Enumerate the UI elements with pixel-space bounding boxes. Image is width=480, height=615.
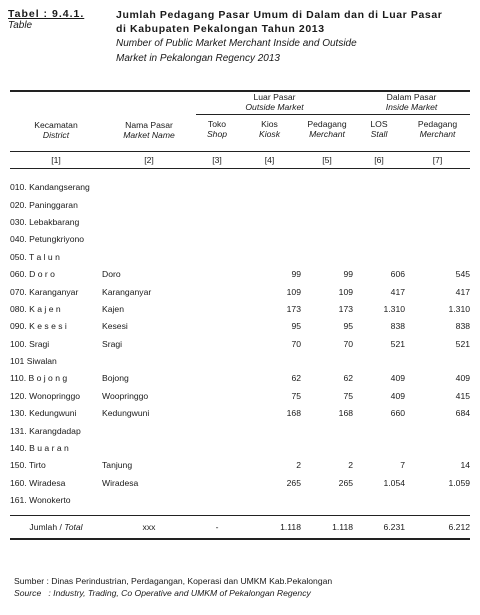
source-note bbox=[14, 575, 474, 599]
merchant-outside-cell: 2 bbox=[348, 460, 354, 471]
table-title-en-line1: Number of Public Market Merchant Inside and Outside bbox=[116, 38, 357, 49]
table-row bbox=[10, 248, 470, 265]
merchant-inside-cell: 14 bbox=[460, 460, 471, 471]
merchant-inside-cell bbox=[405, 352, 470, 369]
merchant-inside-cell bbox=[405, 179, 470, 196]
inside-market-group bbox=[353, 91, 470, 115]
kiosk-cell bbox=[238, 179, 301, 196]
market-name-cell: Bojong bbox=[102, 373, 129, 384]
shop-cell bbox=[196, 213, 238, 230]
stall-cell bbox=[353, 352, 405, 369]
total-merchant-inside: 6.212 bbox=[448, 521, 471, 532]
market-name-cell bbox=[102, 248, 196, 265]
market-name-cell: Kedungwuni bbox=[102, 408, 150, 419]
market-name-cell bbox=[102, 179, 196, 196]
merchant-inside-cell: 1.310 bbox=[448, 303, 471, 314]
shop-cell bbox=[196, 300, 238, 317]
table-row bbox=[10, 457, 470, 474]
district-cell: 050. T a l u n bbox=[10, 251, 60, 262]
shop-cell bbox=[196, 439, 238, 456]
table-row bbox=[10, 439, 470, 456]
stall-cell: 7 bbox=[400, 460, 406, 471]
stall-cell: 409 bbox=[390, 373, 406, 384]
shop-cell bbox=[196, 492, 238, 509]
kiosk-cell bbox=[238, 492, 301, 509]
merchant-outside-cell bbox=[301, 179, 353, 196]
pedagang-outside-label: Pedagang bbox=[307, 119, 347, 129]
stall-cell bbox=[353, 213, 405, 230]
district-cell: 101 Siwalan bbox=[10, 356, 57, 367]
district-cell: 070. Karanganyar bbox=[10, 286, 79, 297]
shop-cell bbox=[196, 370, 238, 387]
total-shop: - bbox=[215, 521, 219, 532]
merchant-outside-cell: 62 bbox=[343, 373, 354, 384]
shop-cell bbox=[196, 179, 238, 196]
merchant-inside-cell bbox=[405, 196, 470, 213]
market-name-cell: Karanganyar bbox=[102, 286, 152, 297]
table-title-id-line2: di Kabupaten Pekalongan Tahun 2013 bbox=[116, 23, 325, 35]
district-cell: 161. Wonokerto bbox=[10, 495, 71, 506]
column-number: [3] bbox=[212, 154, 222, 165]
total-label-en: Total bbox=[64, 521, 83, 532]
shop-cell bbox=[196, 387, 238, 404]
market-name-cell bbox=[102, 352, 196, 369]
merchant-outside-cell bbox=[301, 352, 353, 369]
stall-cell: 521 bbox=[390, 338, 406, 349]
table-row bbox=[10, 387, 470, 404]
table-title-block bbox=[116, 8, 442, 66]
kiosk-cell bbox=[238, 248, 301, 265]
merchant-inside-cell: 838 bbox=[455, 321, 471, 332]
merchant-outside-label: Merchant bbox=[309, 129, 345, 139]
merchant-outside-cell: 95 bbox=[343, 321, 354, 332]
source-en bbox=[14, 587, 474, 599]
los-label: LOS bbox=[370, 119, 388, 129]
kios-label: Kios bbox=[261, 119, 278, 129]
merchant-outside-cell bbox=[301, 439, 353, 456]
kiosk-cell: 265 bbox=[286, 477, 301, 488]
table-row bbox=[10, 335, 470, 352]
stall-cell: 838 bbox=[390, 321, 406, 332]
merchant-outside-cell bbox=[301, 422, 353, 439]
shop-header bbox=[196, 115, 238, 152]
stall-cell bbox=[353, 439, 405, 456]
table-label: Tabel : 9.4.1. bbox=[8, 8, 85, 20]
stall-cell: 1.310 bbox=[383, 303, 406, 314]
merchant-inside-cell: 545 bbox=[455, 269, 471, 280]
kecamatan-label: Kecamatan bbox=[34, 119, 78, 130]
shop-cell bbox=[196, 335, 238, 352]
merchant-outside-cell: 168 bbox=[338, 408, 354, 419]
kiosk-cell bbox=[238, 439, 301, 456]
table-row bbox=[10, 283, 470, 300]
merchant-inside-cell: 1.059 bbox=[448, 477, 471, 488]
column-number-row bbox=[10, 151, 470, 168]
merchant-outside-header bbox=[301, 115, 353, 152]
merchant-outside-cell: 70 bbox=[343, 338, 354, 349]
shop-cell bbox=[196, 248, 238, 265]
table-row bbox=[10, 265, 470, 282]
table-row bbox=[10, 213, 470, 230]
column-number: [6] bbox=[374, 154, 384, 165]
table-label-en: Table bbox=[8, 20, 33, 31]
stall-cell bbox=[353, 492, 405, 509]
kiosk-cell: 99 bbox=[291, 269, 301, 280]
data-rows bbox=[10, 179, 470, 509]
column-number: [4] bbox=[264, 154, 275, 165]
kiosk-cell bbox=[238, 196, 301, 213]
market-name-label: Market Name bbox=[123, 129, 175, 140]
kiosk-cell bbox=[238, 213, 301, 230]
column-number: [7] bbox=[432, 154, 443, 165]
district-cell: 120. Wonopringgo bbox=[10, 390, 81, 401]
source-id-label: Sumber bbox=[14, 576, 45, 586]
district-cell: 110. B o j o n g bbox=[10, 373, 68, 384]
column-number: [5] bbox=[322, 154, 332, 165]
district-label: District bbox=[42, 129, 70, 140]
district-cell: 090. K e s e s i bbox=[10, 321, 67, 332]
merchant-outside-cell bbox=[301, 196, 353, 213]
district-cell: 030. Lebakbarang bbox=[10, 216, 80, 227]
total-merchant-outside: 1.118 bbox=[332, 521, 354, 532]
merchant-inside-cell bbox=[405, 248, 470, 265]
column-number: [2] bbox=[144, 154, 154, 165]
merchant-inside-cell bbox=[405, 492, 470, 509]
shop-cell bbox=[196, 405, 238, 422]
table-row bbox=[10, 370, 470, 387]
table-row bbox=[10, 231, 470, 248]
shop-cell bbox=[196, 474, 238, 491]
district-cell: 160. Wiradesa bbox=[10, 477, 66, 488]
merchant-inside-cell bbox=[405, 422, 470, 439]
stall-header bbox=[353, 115, 405, 152]
merchant-inside-cell: 409 bbox=[455, 373, 471, 384]
merchant-inside-cell bbox=[405, 213, 470, 230]
stall-cell bbox=[353, 196, 405, 213]
total-market-name: xxx bbox=[142, 521, 156, 532]
market-name-cell: Tanjung bbox=[102, 460, 133, 471]
market-name-cell: Woopringgo bbox=[102, 390, 149, 401]
source-en-text: : Industry, Trading, Co Operative and UMKM of Pekalongan Regency bbox=[48, 588, 311, 598]
district-cell: 060. D o r o bbox=[10, 269, 55, 280]
merchant-outside-cell bbox=[301, 492, 353, 509]
kiosk-cell: 62 bbox=[291, 373, 301, 384]
merchant-outside-cell: 173 bbox=[338, 303, 354, 314]
stall-label: Stall bbox=[370, 129, 388, 139]
source-id bbox=[14, 575, 474, 587]
market-name-cell bbox=[102, 492, 196, 509]
merchant-outside-cell bbox=[301, 248, 353, 265]
district-cell: 150. Tirto bbox=[10, 460, 46, 471]
merchant-outside-cell: 99 bbox=[343, 269, 354, 280]
market-name-cell bbox=[102, 422, 196, 439]
district-header bbox=[10, 115, 102, 152]
stall-cell bbox=[353, 179, 405, 196]
table-header bbox=[8, 8, 474, 66]
market-merchant-table bbox=[10, 90, 470, 540]
kiosk-cell: 75 bbox=[291, 390, 301, 401]
merchant-inside-cell: 417 bbox=[455, 286, 471, 297]
stall-cell bbox=[353, 422, 405, 439]
stall-cell: 409 bbox=[390, 390, 406, 401]
total-row bbox=[10, 515, 470, 539]
market-name-cell bbox=[102, 439, 196, 456]
stall-cell: 417 bbox=[390, 286, 406, 297]
kiosk-label: Kiosk bbox=[258, 129, 280, 139]
table-label-block bbox=[8, 8, 116, 66]
merchant-inside-cell: 521 bbox=[455, 338, 471, 349]
market-name-cell: Kajen bbox=[102, 303, 124, 314]
district-cell: 040. Petungkriyono bbox=[10, 234, 85, 245]
merchant-outside-cell: 265 bbox=[338, 477, 354, 488]
stall-cell bbox=[353, 248, 405, 265]
merchant-inside-header bbox=[405, 115, 470, 152]
shop-cell bbox=[196, 196, 238, 213]
merchant-inside-cell: 684 bbox=[455, 408, 471, 419]
district-cell: 010. Kandangserang bbox=[10, 182, 90, 193]
shop-label: Shop bbox=[206, 129, 228, 139]
kiosk-cell: 173 bbox=[286, 303, 301, 314]
district-cell: 100. Sragi bbox=[10, 338, 50, 349]
kiosk-cell bbox=[238, 231, 301, 248]
kiosk-cell: 95 bbox=[291, 321, 301, 332]
source-id-text: : Dinas Perindustrian, Perdagangan, Koperasi dan UMKM Kab.Pekalongan bbox=[46, 576, 333, 586]
nama-pasar-label: Nama Pasar bbox=[125, 119, 173, 130]
table-title-id-line1: Jumlah Pedagang Pasar Umum di Dalam dan di Luar Pasar bbox=[116, 9, 443, 21]
shop-cell bbox=[196, 352, 238, 369]
table-row bbox=[10, 196, 470, 213]
total-kiosk: 1.118 bbox=[280, 521, 301, 532]
district-cell: 080. K a j e n bbox=[10, 303, 61, 314]
kiosk-cell: 70 bbox=[291, 338, 301, 349]
total-label: Jumlah / bbox=[29, 521, 65, 532]
table-row bbox=[10, 474, 470, 491]
outside-market-label: Outside Market bbox=[245, 102, 304, 112]
stall-cell: 660 bbox=[390, 408, 406, 419]
table-row bbox=[10, 179, 470, 196]
merchant-outside-cell bbox=[301, 213, 353, 230]
shop-cell bbox=[196, 457, 238, 474]
merchant-inside-cell: 415 bbox=[455, 390, 471, 401]
table-row bbox=[10, 492, 470, 509]
market-name-cell bbox=[102, 196, 196, 213]
outside-market-group bbox=[196, 91, 353, 115]
kiosk-cell bbox=[238, 422, 301, 439]
market-name-cell: Kesesi bbox=[102, 321, 128, 332]
merchant-outside-cell: 75 bbox=[343, 390, 354, 401]
total-stall: 6.231 bbox=[383, 521, 406, 532]
shop-cell bbox=[196, 422, 238, 439]
kiosk-cell bbox=[238, 352, 301, 369]
stall-cell bbox=[353, 231, 405, 248]
table-row bbox=[10, 352, 470, 369]
merchant-outside-cell: 109 bbox=[338, 286, 354, 297]
merchant-inside-cell bbox=[405, 231, 470, 248]
toko-label: Toko bbox=[207, 119, 227, 129]
stall-cell: 606 bbox=[390, 269, 406, 280]
spacer-row bbox=[10, 168, 470, 179]
shop-cell bbox=[196, 318, 238, 335]
merchant-inside-label: Merchant bbox=[419, 129, 456, 139]
district-cell: 130. Kedungwuni bbox=[10, 408, 77, 419]
shop-cell bbox=[196, 231, 238, 248]
kiosk-cell: 2 bbox=[296, 460, 301, 471]
table-row bbox=[10, 318, 470, 335]
table-row bbox=[10, 405, 470, 422]
luar-pasar-label: Luar Pasar bbox=[253, 92, 296, 102]
shop-cell bbox=[196, 265, 238, 282]
stall-cell: 1.054 bbox=[383, 477, 406, 488]
district-cell: 131. Karangdadap bbox=[10, 425, 81, 436]
market-name-header bbox=[102, 115, 196, 152]
inside-market-label: Inside Market bbox=[385, 102, 438, 112]
market-name-cell: Wiradesa bbox=[102, 477, 139, 488]
kiosk-header bbox=[238, 115, 301, 152]
header-row-2 bbox=[10, 115, 470, 152]
district-cell: 140. B u a r a n bbox=[10, 443, 69, 454]
merchant-outside-cell bbox=[301, 231, 353, 248]
table-row bbox=[10, 422, 470, 439]
source-en-label: Source bbox=[14, 588, 42, 598]
pedagang-inside-label: Pedagang bbox=[417, 119, 458, 129]
market-name-cell bbox=[102, 231, 196, 248]
market-name-cell bbox=[102, 213, 196, 230]
header-row-1 bbox=[10, 91, 470, 115]
district-cell: 020. Paninggaran bbox=[10, 199, 78, 210]
shop-cell bbox=[196, 283, 238, 300]
table-title-en-line2: Market in Pekalongan Regency 2013 bbox=[116, 53, 280, 64]
table-row bbox=[10, 300, 470, 317]
kiosk-cell: 109 bbox=[286, 286, 301, 297]
market-name-cell: Doro bbox=[102, 269, 121, 280]
market-name-cell: Sragi bbox=[102, 338, 123, 349]
dalam-pasar-label: Dalam Pasar bbox=[386, 92, 437, 102]
column-number: [1] bbox=[51, 154, 61, 165]
merchant-inside-cell bbox=[405, 439, 470, 456]
kiosk-cell: 168 bbox=[286, 408, 301, 419]
total-label-cell bbox=[10, 515, 102, 539]
